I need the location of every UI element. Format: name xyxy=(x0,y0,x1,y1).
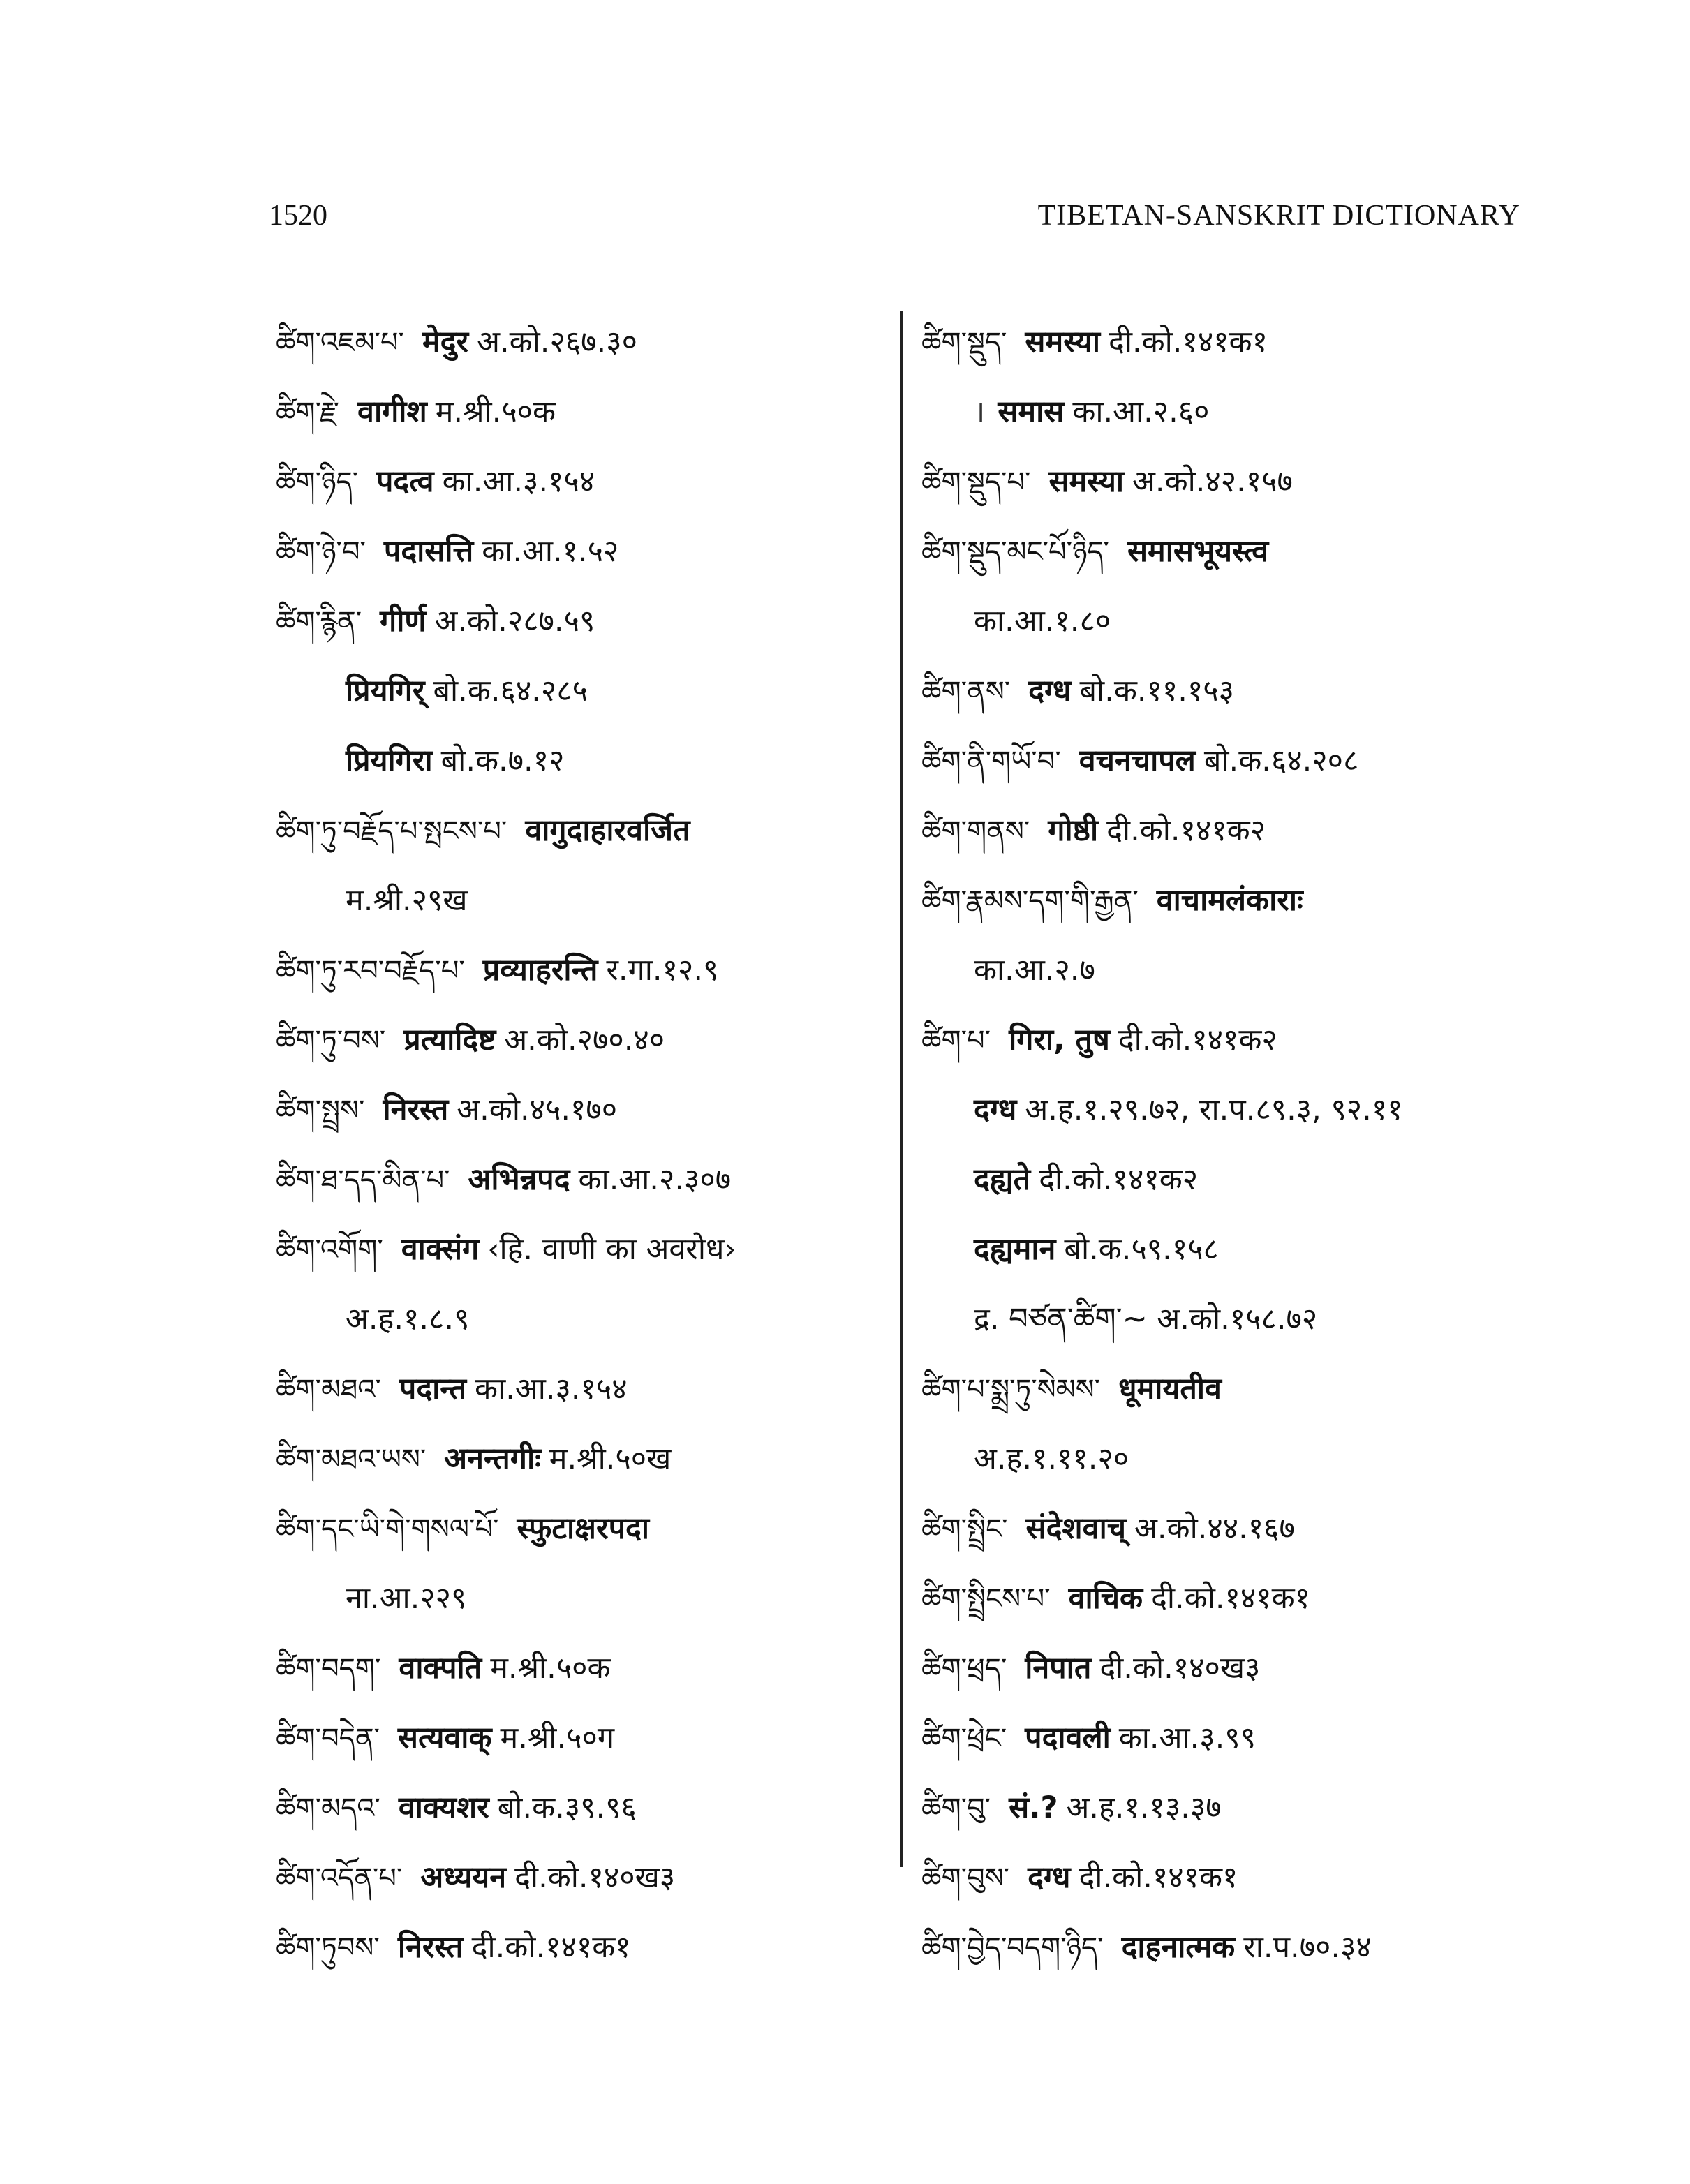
sanskrit-equivalent: गीर्ण xyxy=(380,604,427,639)
source-reference: अ.को.४२.१५७ xyxy=(1132,464,1293,499)
sanskrit-equivalent: निपात xyxy=(1025,1651,1092,1686)
dictionary-entry xyxy=(921,656,1550,726)
tibetan-headword: ཚིག་སྤྲས་ xyxy=(276,1094,365,1127)
sanskrit-equivalent: दह्यमान xyxy=(974,1232,1056,1267)
source-reference: ना.आ.२२९ xyxy=(346,1581,467,1616)
sanskrit-equivalent: दग्ध xyxy=(1028,674,1072,708)
source-reference: का.आ.२.७ xyxy=(974,953,1095,988)
dictionary-subentry xyxy=(276,726,876,796)
dictionary-entry xyxy=(276,935,876,1005)
sanskrit-equivalent: समस्या xyxy=(1048,464,1125,499)
sanskrit-equivalent: पदत्व xyxy=(376,464,434,499)
dictionary-subentry xyxy=(921,377,1550,447)
tibetan-headword: ཚིག་ཕྲད་ xyxy=(921,1653,1007,1685)
sanskrit-equivalent: गिरा, तुष xyxy=(1009,1023,1110,1057)
tibetan-headword: ཚིག་གནས་ xyxy=(921,815,1030,847)
sanskrit-equivalent: पदासत्ति xyxy=(383,534,474,569)
sanskrit-equivalent: समासभूयस्त्व xyxy=(1127,534,1269,569)
source-reference: म.श्री.५०ख xyxy=(549,1441,672,1476)
sanskrit-equivalent: स्फुटाक्षरपदा xyxy=(517,1511,649,1546)
sanskrit-equivalent: सत्यवाक् xyxy=(397,1721,492,1755)
source-reference: बो.क.११.१५३ xyxy=(1079,674,1235,708)
dictionary-entry xyxy=(921,307,1550,377)
tibetan-headword: ཚིག་ཏུ་བས་ xyxy=(276,1025,386,1057)
source-reference: अ.को.४५.१७० xyxy=(457,1092,618,1127)
dictionary-entry xyxy=(276,1773,876,1843)
dictionary-entry xyxy=(276,1703,876,1773)
source-reference: का.आ.२.६० xyxy=(1072,394,1210,429)
source-reference: दी.को.१४१क१ xyxy=(1109,325,1268,359)
sanskrit-equivalent: संदेशवाच् xyxy=(1025,1511,1127,1546)
source-reference: का.आ.१.५२ xyxy=(482,534,619,569)
source-reference: अ.को.४४.१६७ xyxy=(1134,1511,1295,1546)
dictionary-entry xyxy=(921,1563,1550,1633)
source-reference: द्र. བཙན་ཚིག་~ अ.को.१५८.७२ xyxy=(974,1302,1318,1337)
dictionary-entry xyxy=(276,377,876,447)
tibetan-headword: ཚིག་རྙིན་ xyxy=(276,606,362,638)
source-reference: दी.को.१४१क१ xyxy=(1151,1581,1311,1616)
tibetan-headword: ཚིག་སྡུད་པ་ xyxy=(921,466,1031,498)
tibetan-headword: ཚིག་རྗེ་ xyxy=(276,396,340,429)
sanskrit-equivalent: वाचामलंकाराः xyxy=(1156,883,1303,918)
sanskrit-equivalent: अभिन्नपद xyxy=(468,1162,570,1197)
source-reference: अ.ह.१.११.२० xyxy=(974,1441,1129,1476)
dictionary-entry xyxy=(921,1703,1550,1773)
sanskrit-equivalent: दह्यते xyxy=(974,1162,1031,1197)
tibetan-headword: ཚིག་མཐའ་ xyxy=(276,1374,381,1406)
source-reference: अ.को.२८७.५९ xyxy=(434,604,595,639)
continuation-mark: । xyxy=(974,394,986,429)
dictionary-entry xyxy=(921,1633,1550,1703)
tibetan-headword: ཚིག་ནི་གཡོ་བ་ xyxy=(921,745,1061,778)
source-reference: अ.ह.१.१३.३७ xyxy=(1066,1790,1222,1825)
dictionary-entry xyxy=(276,586,876,656)
dictionary-entry xyxy=(276,1843,876,1912)
dictionary-entry xyxy=(276,796,876,866)
dictionary-entry xyxy=(276,1075,876,1145)
dictionary-subentry xyxy=(921,1075,1550,1145)
tibetan-headword: ཚིག་ཐ་དད་མིན་པ་ xyxy=(276,1164,450,1196)
tibetan-headword: ཚིག་ཉེ་བ་ xyxy=(276,536,366,568)
source-reference: बो.क.३९.९६ xyxy=(497,1790,637,1825)
sanskrit-equivalent: समस्या xyxy=(1025,325,1100,359)
sanskrit-equivalent: सं.? xyxy=(1009,1790,1058,1825)
source-reference: बो.क.७.१२ xyxy=(440,743,565,778)
tibetan-headword: ཚིག་བདག་ xyxy=(276,1653,381,1685)
page-number: 1520 xyxy=(269,200,327,232)
sanskrit-equivalent: दाहनात्मक xyxy=(1121,1930,1236,1965)
left-column xyxy=(276,307,876,1982)
source-reference: दी.को.१४१क२ xyxy=(1118,1023,1277,1057)
source-reference: अ.ह.१.२९.७२, रा.प.८९.३, ९२.११ xyxy=(1025,1092,1403,1127)
source-reference: का.आ.३.१५४ xyxy=(442,464,595,499)
sanskrit-equivalent: वाचिक xyxy=(1068,1581,1143,1616)
dictionary-entry xyxy=(921,1843,1550,1912)
source-reference: म.श्री.५०क xyxy=(490,1651,611,1686)
dictionary-entry xyxy=(921,796,1550,866)
dictionary-entry xyxy=(276,1494,876,1563)
dictionary-entry xyxy=(921,1354,1550,1424)
tibetan-headword: ཚིག་ནས་ xyxy=(921,676,1011,708)
sanskrit-equivalent: निरस्त xyxy=(397,1930,464,1965)
dictionary-subentry xyxy=(276,866,876,935)
source-reference: म.श्री.५०क xyxy=(435,394,556,429)
sanskrit-equivalent: प्रियगिरा xyxy=(346,743,433,778)
tibetan-headword: ཚིག་སྡུད་མང་པོ་ཉིད་ xyxy=(921,536,1109,568)
tibetan-headword: ཚིག་འགོག་ xyxy=(276,1234,383,1266)
dictionary-subentry xyxy=(276,1563,876,1633)
sanskrit-equivalent: मेदुर xyxy=(422,325,469,359)
sanskrit-equivalent: वाक्पति xyxy=(399,1651,482,1686)
dictionary-entry xyxy=(276,1214,876,1284)
tibetan-headword: ཚིག་སྡུད་ xyxy=(921,327,1007,359)
tibetan-headword: ཚིག་སྤྲིངས་པ་ xyxy=(921,1583,1051,1615)
running-head: TIBETAN-SANSKRIT DICTIONARY xyxy=(1037,200,1520,232)
dictionary-entry xyxy=(276,1354,876,1424)
tibetan-headword: ཚིག་འདོན་པ་ xyxy=(276,1862,403,1894)
dictionary-entry xyxy=(276,1145,876,1214)
sanskrit-equivalent: वागुदाहारवर्जित xyxy=(525,813,690,848)
sanskrit-equivalent: दग्ध xyxy=(1028,1860,1071,1895)
source-reference: ‹हि. वाणी का अवरोध› xyxy=(487,1232,736,1267)
source-reference: र.गा.१२.९ xyxy=(606,953,719,988)
source-reference: दी.को.१४०ख३ xyxy=(514,1860,676,1895)
dictionary-entry xyxy=(921,447,1550,517)
dictionary-entry xyxy=(276,1912,876,1982)
tibetan-headword: ཚིག་འཇམ་པ་ xyxy=(276,327,404,359)
right-column xyxy=(921,307,1550,1982)
source-reference: म.श्री.५०ग xyxy=(500,1721,615,1755)
dictionary-subentry xyxy=(921,586,1550,656)
tibetan-headword: ཚིག་མཐའ་ཡས་ xyxy=(276,1443,427,1476)
tibetan-headword: ཚིག་བུ་ xyxy=(921,1792,991,1825)
tibetan-headword: ཚིག་རྣམས་དག་གི་རྒྱན་ xyxy=(921,885,1139,917)
dictionary-entry xyxy=(276,447,876,517)
dictionary-entry xyxy=(921,726,1550,796)
source-reference: अ.ह.१.८.९ xyxy=(346,1302,470,1337)
dictionary-entry xyxy=(921,1005,1550,1075)
dictionary-subentry xyxy=(276,656,876,726)
sanskrit-equivalent: वाक्यशर xyxy=(398,1790,489,1825)
tibetan-headword: ཚིག་སྤྲིང་ xyxy=(921,1513,1008,1545)
dictionary-entry xyxy=(921,1912,1550,1982)
sanskrit-equivalent: प्रियगिर् xyxy=(346,674,425,708)
tibetan-headword: ཚིག་ཏུབས་ xyxy=(276,1932,380,1964)
tibetan-headword: ཚིག་ཏུ་རབ་བརྗོད་པ་ xyxy=(276,955,465,987)
dictionary-subentry xyxy=(921,1424,1550,1494)
source-reference: दी.को.१४०ख३ xyxy=(1099,1651,1261,1686)
tibetan-headword: ཚིག་དང་ཡི་གེ་གསལ་པོ་ xyxy=(276,1513,499,1545)
tibetan-headword: ཚིག་ཏུ་བརྗོད་པ་སྤངས་པ་ xyxy=(276,815,507,847)
source-reference: रा.प.७०.३४ xyxy=(1243,1930,1372,1965)
sanskrit-equivalent: निरस्त xyxy=(383,1092,449,1127)
sanskrit-equivalent: पदान्त xyxy=(399,1372,467,1406)
source-reference: अ.को.२६७.३० xyxy=(477,325,637,359)
source-reference: बो.क.६४.२०८ xyxy=(1203,743,1359,778)
source-reference: बो.क.५९.१५८ xyxy=(1064,1232,1219,1267)
tibetan-headword: ཚིག་ཉིད་ xyxy=(276,466,358,498)
dictionary-entry xyxy=(276,1005,876,1075)
dictionary-entry xyxy=(276,1633,876,1703)
dictionary-entry xyxy=(276,517,876,586)
dictionary-entry xyxy=(276,307,876,377)
tibetan-headword: ཚིག་པ་སྨྲ་ཏུ་སེམས་ xyxy=(921,1374,1101,1406)
sanskrit-equivalent: प्रव्याहरन्ति xyxy=(482,953,598,988)
tibetan-headword: ཚིག་བུས་ xyxy=(921,1862,1010,1894)
source-reference: दी.को.१४१क१ xyxy=(1079,1860,1238,1895)
sanskrit-equivalent: धूमायतीव xyxy=(1118,1372,1222,1406)
source-reference: दी.को.१४१क१ xyxy=(471,1930,631,1965)
column-divider xyxy=(900,311,903,1867)
tibetan-headword: ཚིག་མདའ་ xyxy=(276,1792,380,1825)
dictionary-subentry xyxy=(921,1214,1550,1284)
source-reference: का.आ.३.१५४ xyxy=(475,1372,628,1406)
dictionary-entry xyxy=(921,517,1550,586)
tibetan-headword: ཚིག་བྱེད་བདག་ཉིད་ xyxy=(921,1932,1104,1964)
source-reference: म.श्री.२९ख xyxy=(346,883,468,918)
source-reference: दी.को.१४१क२ xyxy=(1106,813,1266,848)
tibetan-headword: ཚིག་བདེན་ xyxy=(276,1723,380,1755)
dictionary-entry xyxy=(276,1424,876,1494)
tibetan-headword: ཚིག་པ་ xyxy=(921,1025,991,1057)
sanskrit-equivalent: अध्ययन xyxy=(420,1860,507,1895)
tibetan-headword: ཚིག་ཕྲེང་ xyxy=(921,1723,1007,1755)
dictionary-subentry xyxy=(921,1284,1550,1354)
source-reference: अ.को.२७०.४० xyxy=(504,1023,665,1057)
sanskrit-equivalent: प्रत्यादिष्ट xyxy=(403,1023,496,1057)
dictionary-entry xyxy=(921,866,1550,935)
sanskrit-equivalent: समास xyxy=(998,394,1065,429)
sanskrit-equivalent: गोष्ठी xyxy=(1048,813,1099,848)
source-reference: बो.क.६४.२८५ xyxy=(433,674,588,708)
sanskrit-equivalent: अनन्तगीः xyxy=(444,1441,541,1476)
dictionary-entry xyxy=(921,1773,1550,1843)
source-reference: का.आ.३.९९ xyxy=(1118,1721,1256,1755)
dictionary-subentry xyxy=(921,935,1550,1005)
dictionary-subentry xyxy=(921,1145,1550,1214)
source-reference: का.आ.१.८० xyxy=(974,604,1111,639)
sanskrit-equivalent: वागीश xyxy=(357,394,427,429)
source-reference: दी.को.१४१क२ xyxy=(1039,1162,1199,1197)
sanskrit-equivalent: दग्ध xyxy=(974,1092,1017,1127)
sanskrit-equivalent: वाक्संग xyxy=(401,1232,480,1267)
sanskrit-equivalent: वचनचापल xyxy=(1079,743,1196,778)
source-reference: का.आ.२.३०७ xyxy=(578,1162,732,1197)
dictionary-subentry xyxy=(276,1284,876,1354)
dictionary-entry xyxy=(921,1494,1550,1563)
sanskrit-equivalent: पदावली xyxy=(1025,1721,1111,1755)
